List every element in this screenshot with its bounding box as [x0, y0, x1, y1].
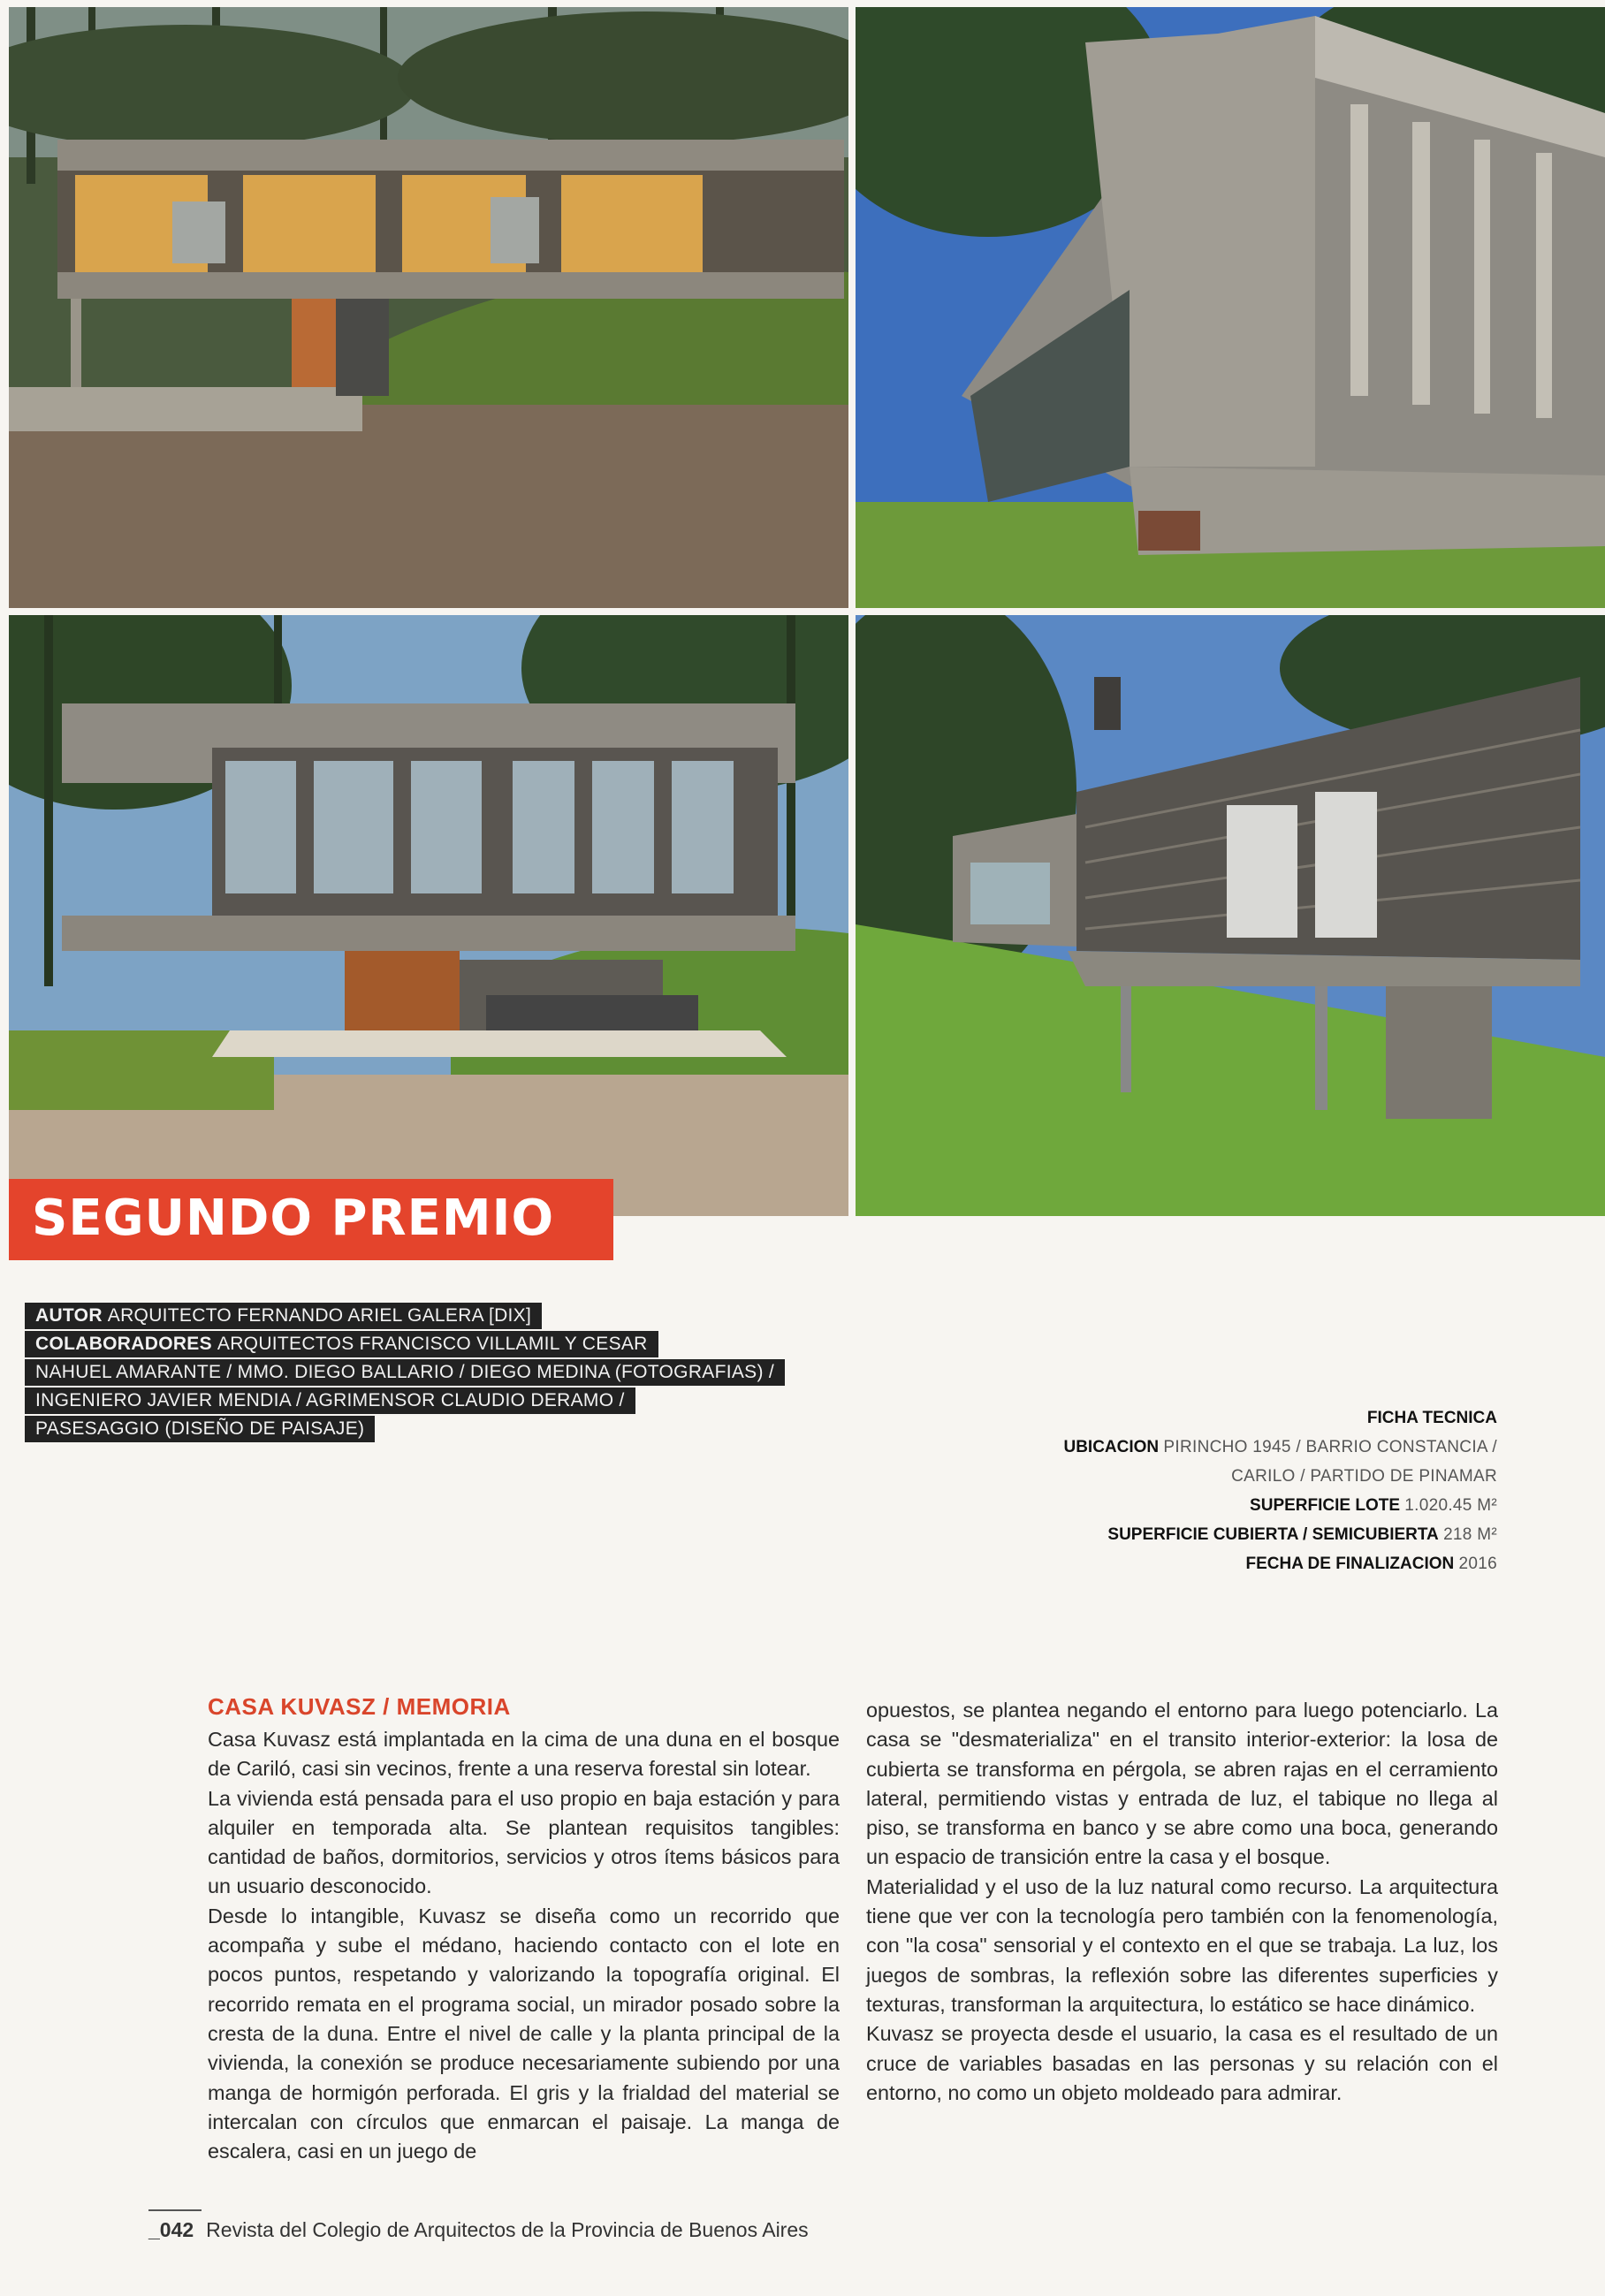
ficha-title: FICHA TECNICA: [1366, 1409, 1497, 1427]
award-label: SEGUNDO PREMIO: [32, 1190, 555, 1247]
photo-house-stone-wall: [856, 615, 1605, 1216]
credit-line-autor: AUTOR ARQUITECTO FERNANDO ARIEL GALERA [DIX]: [25, 1303, 542, 1329]
footer-rule: [148, 2209, 202, 2211]
photo-house-front: [9, 615, 848, 1216]
credit-line: PASESAGGIO (DISEÑO DE PAISAJE): [25, 1416, 375, 1442]
article-title: CASA KUVASZ / MEMORIA: [208, 1693, 511, 1720]
page-footer: [148, 2218, 809, 2242]
ficha-cubierta-label: SUPERFICIE CUBIERTA / SEMICUBIERTA: [1107, 1525, 1439, 1544]
article-paragraph: Casa Kuvasz está implantada en la cima de una duna en el bosque de Cariló, casi sin vecinos, frente a una reserva forestal sin lotear.: [208, 1728, 840, 1781]
publication-name: Revista del Colegio de Arquitectos de la Provincia de Buenos Aires: [206, 2218, 809, 2241]
ficha-ubicacion-value-2: CARILO / PARTIDO DE PINAMAR: [1231, 1467, 1497, 1486]
article-paragraph: Materialidad y el uso de la luz natural como recurso. La arquitectura tiene que ver con la tecnología pero también con la fenomenología, con "la cosa" sensorial y el contexto en el que se trabaja. La luz, los juegos de sombras, la reflexión sobre las diferentes superficies y texturas, transforman la arquitectura, lo estático se hace dinámico.: [866, 1874, 1498, 2016]
article-column-2: [866, 1696, 1498, 2108]
ficha-fecha-value: 2016: [1458, 1555, 1497, 1573]
page-number: _042: [148, 2218, 194, 2241]
ficha-cubierta-value: 218 M²: [1443, 1525, 1497, 1544]
article-column-1: [208, 1725, 840, 2166]
ficha-fecha-label: FECHA DE FINALIZACION: [1245, 1555, 1455, 1573]
article-paragraph: La vivienda está pensada para el uso propio en baja estación y para alquiler en temporada alta. Se plantean requisitos tangibles: cantidad de baños, dormitorios, servicios y otros ítems básicos para un usuario desconocido.: [208, 1786, 840, 1898]
ficha-lote-label: SUPERFICIE LOTE: [1250, 1496, 1401, 1515]
ficha-lote-value: 1.020.45 M²: [1404, 1496, 1497, 1515]
photo-house-night: [9, 7, 848, 608]
credit-line-colaboradores: COLABORADORES ARQUITECTOS FRANCISCO VILLAMIL Y CESAR: [25, 1331, 658, 1357]
ficha-ubicacion-label: UBICACION: [1063, 1438, 1160, 1456]
article-paragraph: opuestos, se plantea negando el entorno para luego potenciarlo. La casa se "desmaterializa" en el transito interior-exterior: la losa de cubierta se transforma en pérgola, se abren rajas en el cerramiento lateral, permitiendo vistas y entrada de luz, el tabique no llega al piso, se transforma en banco y se abre como una boca, generando un espacio de transición entre la casa y el bosque.: [866, 1699, 1498, 1869]
credit-line: INGENIERO JAVIER MENDIA / AGRIMENSOR CLAUDIO DERAMO /: [25, 1387, 635, 1414]
credit-line: NAHUEL AMARANTE / MMO. DIEGO BALLARIO / DIEGO MEDINA (FOTOGRAFIAS) /: [25, 1359, 785, 1386]
article-paragraph: Desde lo intangible, Kuvasz se diseña como un recorrido que acompaña y sube el médano, haciendo contacto con el lote en pocos puntos, respetando y valorizando la topografía original. El recorrido remata en el programa social, un mirador posado sobre la cresta de la duna. Entre el nivel de calle y la planta principal de la vivienda, la conexión se produce necesariamente subiendo por una manga de hormigón perforada. El gris y la frialdad del material se intercalan con círculos que enmarcan el paisaje. La manga de escalera, casi en un juego de: [208, 1904, 840, 2163]
article-paragraph: Kuvasz se proyecta desde el usuario, la casa es el resultado de un cruce de variables basadas en las personas y su relación con el entorno, no como un objeto moldeado para admirar.: [866, 2022, 1498, 2104]
ficha-tecnica: [1063, 1403, 1497, 1578]
award-banner: [9, 1179, 613, 1260]
ficha-ubicacion-value: PIRINCHO 1945 / BARRIO CONSTANCIA /: [1163, 1438, 1497, 1456]
photo-house-pergola: [856, 7, 1605, 608]
